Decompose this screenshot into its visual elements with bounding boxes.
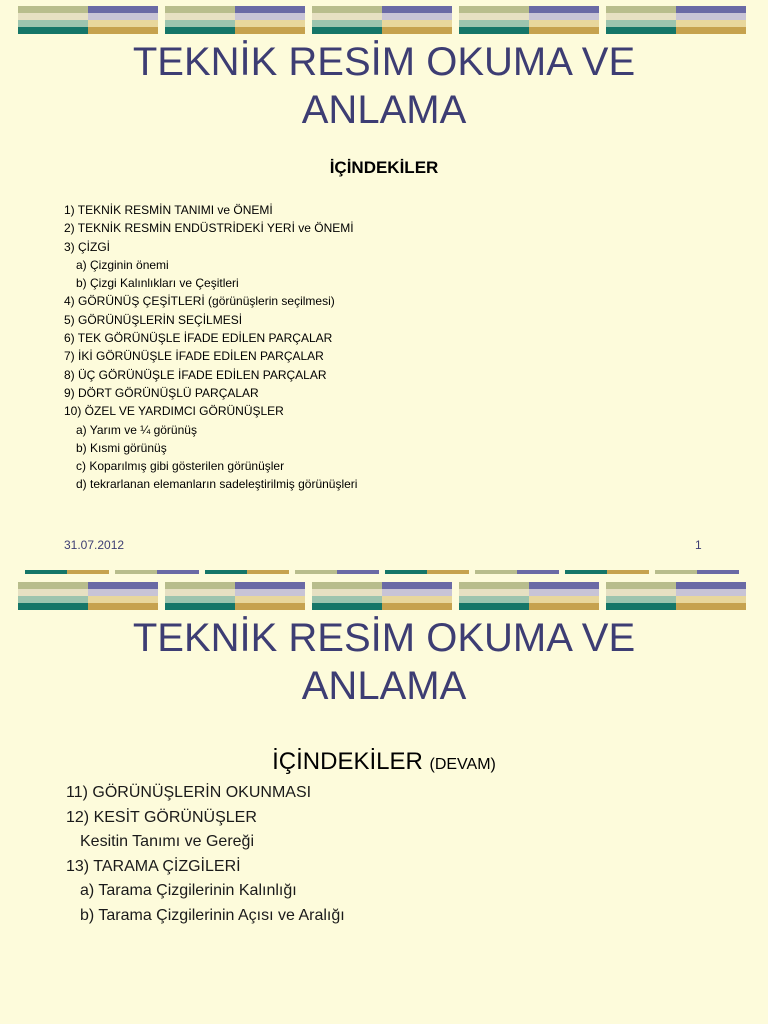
contents-item: a) Tarama Çizgilerinin Kalınlığı [80,882,297,899]
contents-item: a) Yarım ve ¼ görünüş [76,422,197,437]
slide-title-line-2: ANLAMA [301,88,467,132]
contents-item: c) Koparılmış gibi gösterilen görünüşler [76,459,285,474]
contents-heading [0,748,768,776]
contents-item: 12) KESİT GÖRÜNÜŞLER [66,808,257,826]
contents-heading-note: (DEVAM) [429,756,496,773]
contents-item: 5) GÖRÜNÜŞLERİN SEÇİLMESİ [64,312,243,327]
slide-number: 1 [695,538,702,552]
contents-item: b) Tarama Çizgilerinin Açısı ve Aralığı [80,906,345,924]
header-block [165,582,305,610]
header-decoration [18,6,754,34]
contents-list [64,201,357,494]
contents-item: 2) TEKNİK RESMİN ENDÜSTRİDEKİ YERİ ve ÖNEMİ [64,221,354,236]
slide-title-line-1: TEKNİK RESİM OKUMA VE [132,40,636,84]
header-block [18,6,158,34]
contents-item: 11) GÖRÜNÜŞLERİN OKUNMASI [66,784,312,801]
contents-heading-text: İÇİNDEKİLER [272,748,423,775]
contents-item: Kesitin Tanımı ve Gereği [80,833,255,850]
slide-title [0,38,768,134]
header-block [459,582,599,610]
footer-date: 31.07.2012 [64,538,125,552]
contents-item: 10) ÖZEL VE YARDIMCI GÖRÜNÜŞLER [64,404,284,419]
contents-item: 9) DÖRT GÖRÜNÜŞLÜ PARÇALAR [64,385,259,400]
slide-title-line-2: ANLAMA [301,664,467,708]
header-block [165,6,305,34]
header-block [459,6,599,34]
contents-item: 7) İKİ GÖRÜNÜŞLE İFADE EDİLEN PARÇALAR [64,349,324,364]
contents-item: 6) TEK GÖRÜNÜŞLE İFADE EDİLEN PARÇALAR [64,331,333,346]
contents-item: 8) ÜÇ GÖRÜNÜŞLE İFADE EDİLEN PARÇALAR [64,367,327,382]
slide-2 [0,576,768,1024]
contents-item: 4) GÖRÜNÜŞ ÇEŞİTLERİ (görünüşlerin seçilmesi) [64,294,335,309]
slide-title-line-1: TEKNİK RESİM OKUMA VE [132,616,636,660]
header-block [18,582,158,610]
slide-title [0,614,768,710]
contents-list [66,781,345,928]
header-block [312,6,452,34]
contents-item: a) Çizginin önemi [76,257,169,272]
contents-item: b) Çizgi Kalınlıkları ve Çeşitleri [76,276,239,291]
contents-item: d) tekrarlanan elemanların sadeleştirilmiş görünüşleri [76,477,358,492]
contents-item: 13) TARAMA ÇİZGİLERİ [66,857,241,875]
header-block [606,582,746,610]
contents-heading: İÇİNDEKİLER [329,158,439,177]
header-decoration [18,582,754,610]
header-block [312,582,452,610]
contents-item: 1) TEKNİK RESMİN TANIMI ve ÖNEMİ [64,203,273,217]
contents-item: 3) ÇİZGİ [64,239,111,254]
contents-item: b) Kısmi görünüş [76,440,167,455]
header-block [606,6,746,34]
